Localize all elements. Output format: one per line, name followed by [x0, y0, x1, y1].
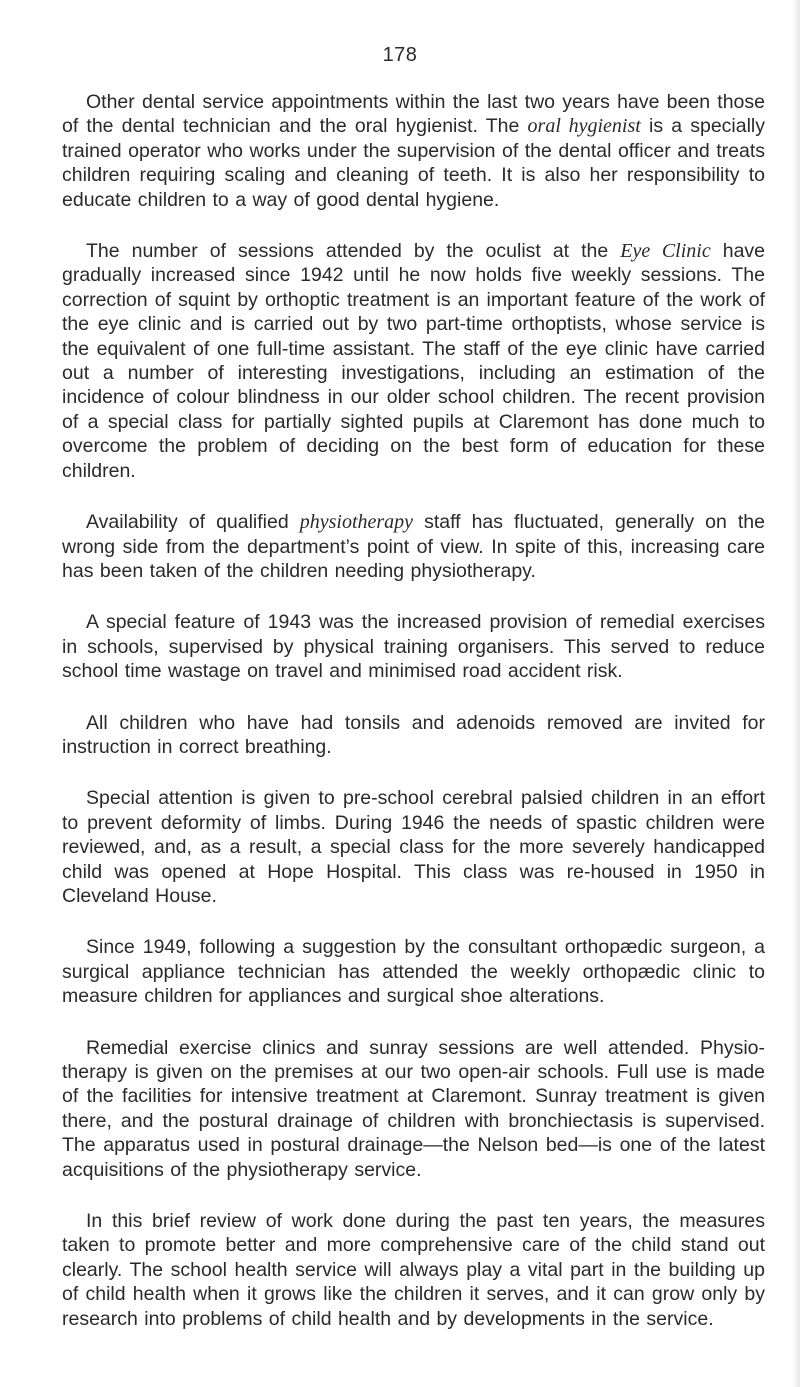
paragraph-text: have gradually increased since 1942 until he now holds five weekly sessions. The correction of squint by orthoptic treatment is an important feature of the work of the eye clinic and is carried out by two part-time orthoptists, whose service is the equivalent of one full-time assistant. The staff of the eye clinic have carried out a number of interesting investigations, including an estimation of the incidence of colour blindness in our older school children. The recent provision of a special class for partially sighted pupils at Claremont has done much to overcome the problem of deciding on the best form of education for these children. — [62, 240, 766, 482]
paragraph-7 — [62, 935, 765, 1008]
paragraph-1 — [62, 90, 765, 212]
paragraph-8 — [62, 1036, 765, 1182]
paragraph-2 — [62, 239, 765, 483]
paragraph-9 — [62, 1209, 765, 1331]
paragraph-text: Other dental service appointments within the last two years have been those of the dental technician and the oral hygienist. The — [62, 91, 765, 138]
body-text — [62, 90, 765, 1358]
paragraph-text: All children who have had tonsils and adenoids removed are invited for instruction in correct breathing. — [62, 711, 765, 758]
paragraph-text: In this brief review of work done during the past ten years, the measures taken to promote better and more comprehensive care of the child stand out clearly. The school health service will always play a vital part in the building up of child health when it grows like the children it serves, and it can grow only by research into problems of child health and by developments in the service. — [62, 1210, 765, 1330]
paragraph-6 — [62, 786, 765, 908]
paragraph-text: Since 1949, following a suggestion by the consultant orthopædic surgeon, a surgical appliance technician has attended the weekly orthopædic clinic to measure children for appliances and surgical shoe alterations. — [62, 936, 765, 1008]
paragraph-text: staff has fluctuated, generally on the wrong side from the department’s point of view. In spite of this, increasing care has been taken of the children needing physiotherapy. — [62, 511, 765, 582]
paragraph-3 — [62, 510, 765, 583]
paragraph-text: Availability of qualified — [86, 511, 300, 534]
page-number: 178 — [382, 44, 418, 66]
paragraph-text: is a specially trained operator who works under the supervision of the dental officer and treats children requiring scaling and cleaning of teeth. It is also her responsibility to educate children to a way of good dental hygiene. — [62, 115, 766, 211]
paragraph-text: Special attention is given to pre-school cerebral palsied children in an effort to prevent deformity of limbs. During 1946 the needs of spastic children were reviewed, and, as a result, a special class for the more severely handicapped child was opened at Hope Hospital. This class was re-housed in 1950 in Cleveland House. — [62, 787, 765, 907]
emphasized-term: Eye Clinic — [620, 240, 711, 263]
emphasized-term: oral hygienist — [527, 115, 641, 138]
paragraph-text: The number of sessions attended by the oculist at the — [86, 240, 621, 263]
page-edge-shadow — [792, 0, 800, 1387]
emphasized-term: physiotherapy — [299, 511, 414, 534]
paragraph-5 — [62, 711, 765, 760]
paragraph-text: Remedial exercise clinics and sunray sessions are well attended. Physiotherapy is given on the premises at our two open-air schools. Full use is made of the facilities for intensive treatment at Claremont. Sunray treatment is given there, and the postural drainage of children with bronchiectasis is supervised. The apparatus used in postural drainage—the Nelson bed—is one of the latest acquisitions of the physiotherapy service. — [62, 1036, 765, 1181]
paragraph-4 — [62, 610, 765, 683]
paragraph-text: A special feature of 1943 was the increased provision of remedial exercises in schools, supervised by physical training organisers. This served to reduce school time wastage on travel and minimised road accident risk. — [62, 611, 765, 683]
